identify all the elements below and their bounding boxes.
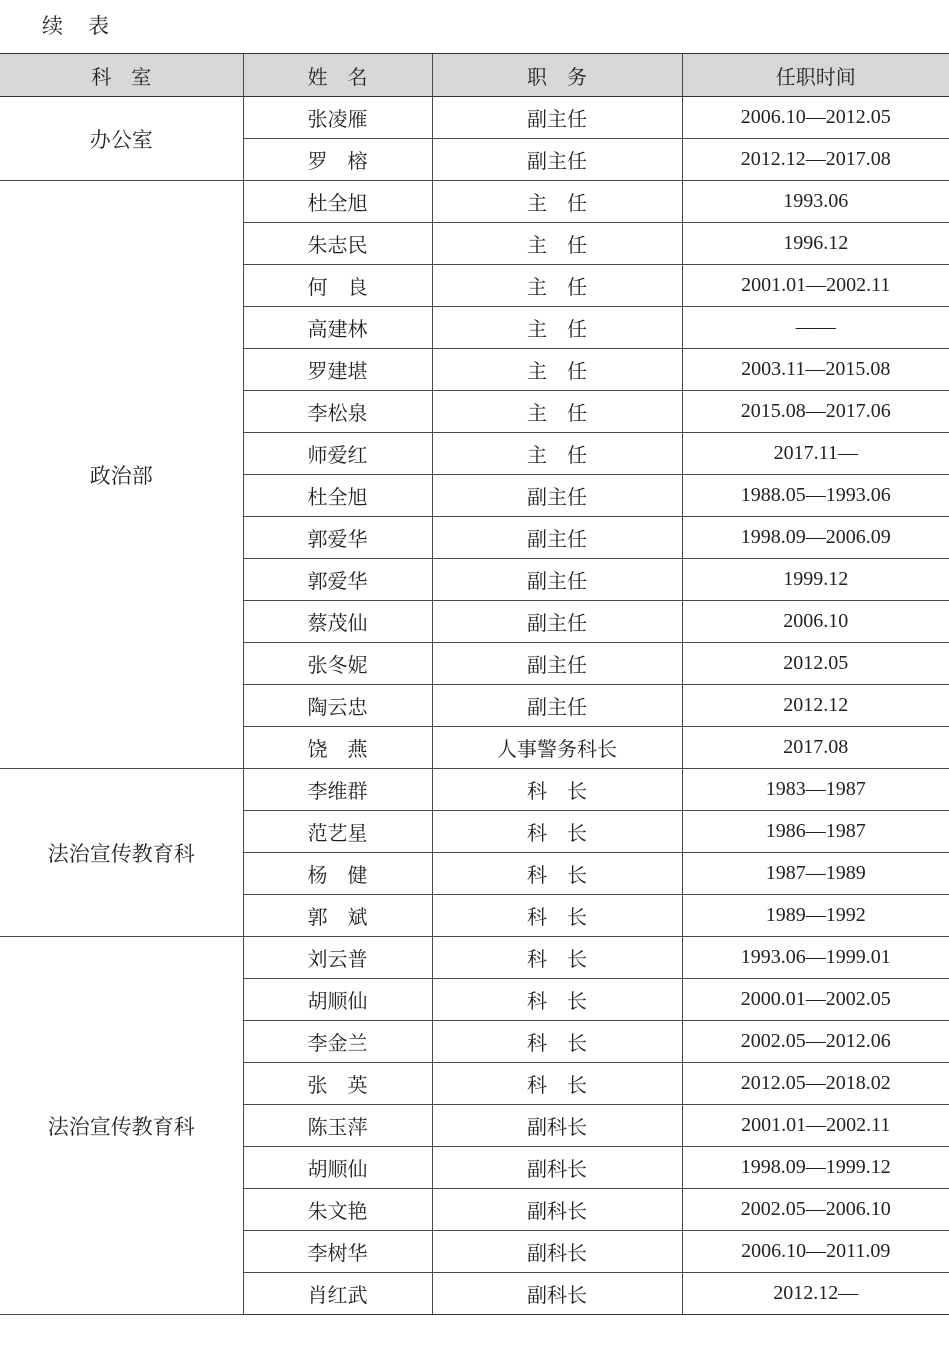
term-cell: 2002.05—2012.06 xyxy=(682,1021,949,1063)
term-cell: 2017.08 xyxy=(682,727,949,769)
term-cell: 1989—1992 xyxy=(682,895,949,937)
term-cell: 2002.05—2006.10 xyxy=(682,1189,949,1231)
header-dept: 科 室 xyxy=(0,54,243,97)
term-cell: 2017.11— xyxy=(682,433,949,475)
table-row xyxy=(0,181,949,223)
name-cell: 郭爱华 xyxy=(243,517,432,559)
table-row xyxy=(0,97,949,139)
position-cell: 副主任 xyxy=(432,139,682,181)
position-cell: 科 长 xyxy=(432,769,682,811)
name-cell: 张冬妮 xyxy=(243,643,432,685)
name-cell: 罗 榕 xyxy=(243,139,432,181)
name-cell: 肖红武 xyxy=(243,1273,432,1315)
term-cell: 2000.01—2002.05 xyxy=(682,979,949,1021)
dept-cell: 政治部 xyxy=(0,181,243,769)
roster-body xyxy=(0,97,949,1315)
position-cell: 副科长 xyxy=(432,1273,682,1315)
term-cell: 2012.12—2017.08 xyxy=(682,139,949,181)
position-cell: 科 长 xyxy=(432,811,682,853)
term-cell: 1993.06—1999.01 xyxy=(682,937,949,979)
position-cell: 副科长 xyxy=(432,1105,682,1147)
dept-cell: 法治宣传教育科 xyxy=(0,937,243,1315)
table-row xyxy=(0,769,949,811)
header-term: 任职时间 xyxy=(682,54,949,97)
term-cell: 2006.10 xyxy=(682,601,949,643)
position-cell: 副科长 xyxy=(432,1189,682,1231)
name-cell: 张凌雁 xyxy=(243,97,432,139)
term-cell: 1983—1987 xyxy=(682,769,949,811)
term-cell: 2012.12— xyxy=(682,1273,949,1315)
term-cell: 2015.08—2017.06 xyxy=(682,391,949,433)
name-cell: 杜全旭 xyxy=(243,181,432,223)
position-cell: 副主任 xyxy=(432,685,682,727)
position-cell: 科 长 xyxy=(432,1021,682,1063)
term-cell: 1998.09—2006.09 xyxy=(682,517,949,559)
header-row xyxy=(0,54,949,97)
position-cell: 主 任 xyxy=(432,391,682,433)
dept-cell: 办公室 xyxy=(0,97,243,181)
term-cell: 1996.12 xyxy=(682,223,949,265)
name-cell: 罗建堪 xyxy=(243,349,432,391)
term-cell: —— xyxy=(682,307,949,349)
position-cell: 科 长 xyxy=(432,937,682,979)
name-cell: 饶 燕 xyxy=(243,727,432,769)
name-cell: 高建林 xyxy=(243,307,432,349)
header-name: 姓 名 xyxy=(243,54,432,97)
name-cell: 李松泉 xyxy=(243,391,432,433)
position-cell: 主 任 xyxy=(432,265,682,307)
position-cell: 主 任 xyxy=(432,181,682,223)
name-cell: 杨 健 xyxy=(243,853,432,895)
position-cell: 科 长 xyxy=(432,895,682,937)
position-cell: 副主任 xyxy=(432,601,682,643)
name-cell: 蔡茂仙 xyxy=(243,601,432,643)
name-cell: 刘云普 xyxy=(243,937,432,979)
position-cell: 副科长 xyxy=(432,1231,682,1273)
name-cell: 胡顺仙 xyxy=(243,1147,432,1189)
term-cell: 2012.05—2018.02 xyxy=(682,1063,949,1105)
term-cell: 2006.10—2011.09 xyxy=(682,1231,949,1273)
name-cell: 李金兰 xyxy=(243,1021,432,1063)
name-cell: 杜全旭 xyxy=(243,475,432,517)
position-cell: 副主任 xyxy=(432,559,682,601)
position-cell: 科 长 xyxy=(432,979,682,1021)
staff-roster-table xyxy=(0,53,949,1315)
name-cell: 郭 斌 xyxy=(243,895,432,937)
term-cell: 2003.11—2015.08 xyxy=(682,349,949,391)
position-cell: 副主任 xyxy=(432,475,682,517)
name-cell: 胡顺仙 xyxy=(243,979,432,1021)
term-cell: 2012.05 xyxy=(682,643,949,685)
dept-cell: 法治宣传教育科 xyxy=(0,769,243,937)
position-cell: 主 任 xyxy=(432,433,682,475)
term-cell: 1998.09—1999.12 xyxy=(682,1147,949,1189)
position-cell: 副主任 xyxy=(432,517,682,559)
name-cell: 何 良 xyxy=(243,265,432,307)
name-cell: 朱文艳 xyxy=(243,1189,432,1231)
name-cell: 李维群 xyxy=(243,769,432,811)
table-row xyxy=(0,937,949,979)
position-cell: 主 任 xyxy=(432,307,682,349)
position-cell: 副科长 xyxy=(432,1147,682,1189)
position-cell: 主 任 xyxy=(432,349,682,391)
name-cell: 郭爱华 xyxy=(243,559,432,601)
position-cell: 科 长 xyxy=(432,1063,682,1105)
name-cell: 范艺星 xyxy=(243,811,432,853)
term-cell: 1999.12 xyxy=(682,559,949,601)
header-position: 职 务 xyxy=(432,54,682,97)
position-cell: 主 任 xyxy=(432,223,682,265)
name-cell: 张 英 xyxy=(243,1063,432,1105)
name-cell: 陶云忠 xyxy=(243,685,432,727)
name-cell: 师爱红 xyxy=(243,433,432,475)
name-cell: 李树华 xyxy=(243,1231,432,1273)
name-cell: 朱志民 xyxy=(243,223,432,265)
term-cell: 1993.06 xyxy=(682,181,949,223)
position-cell: 科 长 xyxy=(432,853,682,895)
name-cell: 陈玉萍 xyxy=(243,1105,432,1147)
term-cell: 1988.05—1993.06 xyxy=(682,475,949,517)
term-cell: 1986—1987 xyxy=(682,811,949,853)
position-cell: 副主任 xyxy=(432,643,682,685)
table-caption: 续 表 xyxy=(42,14,111,38)
term-cell: 2001.01—2002.11 xyxy=(682,265,949,307)
term-cell: 2001.01—2002.11 xyxy=(682,1105,949,1147)
position-cell: 人事警务科长 xyxy=(432,727,682,769)
term-cell: 2006.10—2012.05 xyxy=(682,97,949,139)
position-cell: 副主任 xyxy=(432,97,682,139)
term-cell: 2012.12 xyxy=(682,685,949,727)
term-cell: 1987—1989 xyxy=(682,853,949,895)
